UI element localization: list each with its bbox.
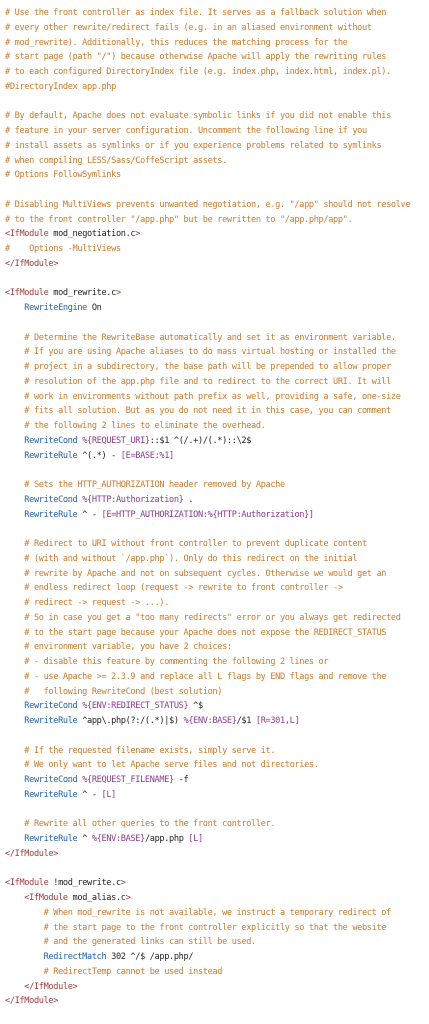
code-flag: [L] — [188, 834, 203, 844]
code-comment: # resolution of the app.php file and to redirect to the correct URI. It will — [24, 376, 391, 387]
code-comment: # When mod_rewrite is not available, we instruct a temporary redirect of — [43, 907, 391, 918]
code-tag: </IfModule> — [5, 848, 59, 859]
code-line — [5, 286, 427, 301]
code-directive: RewriteCond — [24, 494, 78, 505]
code-text — [5, 716, 24, 726]
code-comment: # By default, Apache does not evaluate symbolic links if you did not enable this — [5, 111, 391, 122]
code-line — [5, 803, 427, 818]
code-text — [5, 760, 24, 770]
code-line — [5, 965, 427, 980]
code-text — [5, 672, 24, 682]
code-text: !mod_rewrite.c — [48, 878, 121, 889]
code-line — [5, 463, 427, 478]
code-directive: RewriteRule — [24, 450, 78, 461]
code-line — [5, 994, 427, 1009]
code-comment: # - disable this feature by commenting the following 2 lines or — [24, 657, 329, 667]
code-text — [5, 598, 24, 608]
code-text — [5, 834, 24, 844]
code-text — [5, 436, 24, 446]
code-text: ^(.*) - — [77, 450, 121, 461]
code-line — [5, 6, 427, 21]
code-text — [5, 406, 24, 416]
code-flag: [L] — [101, 789, 116, 800]
code-text: ^ - — [77, 789, 102, 800]
code-directive: RewriteEngine — [24, 303, 88, 313]
code-line — [5, 390, 427, 405]
code-line — [5, 685, 427, 700]
code-comment: # rewrite by Apache and not on subsequent cycles. Otherwise we would get an — [24, 568, 387, 579]
code-text — [5, 347, 24, 357]
code-text: ^ — [77, 834, 92, 844]
code-comment: #DirectoryIndex app.php — [5, 81, 116, 92]
code-line — [5, 537, 427, 552]
code-comment: # environment variable, you have 2 choices: — [24, 642, 232, 653]
code-line — [5, 124, 427, 139]
code-line — [5, 154, 427, 169]
code-text: . — [183, 494, 194, 505]
code-comment: # Options FollowSymlinks — [5, 170, 121, 181]
code-text — [5, 510, 24, 520]
code-text — [5, 333, 24, 343]
code-text — [5, 923, 44, 933]
code-tag: > — [125, 893, 131, 903]
code-line — [5, 817, 427, 832]
code-comment: # (with and without `/app.php`). Only do this redirect on the initial — [24, 553, 358, 564]
code-comment: # If you are using Apache aliases to do mass virtual hosting or installed the — [24, 347, 396, 358]
code-directive: RewriteRule — [24, 834, 78, 844]
code-line — [5, 449, 427, 464]
code-comment: # every other rewrite/redirect fails (e.g. in an aliased environment without — [5, 22, 372, 33]
code-line — [5, 375, 427, 390]
code-text — [5, 583, 24, 593]
code-comment: # mod_rewrite). Additionally, this reduces the matching process for the — [5, 37, 348, 48]
code-line — [5, 921, 427, 936]
code-comment: # If the requested filename exists, simply serve it. — [24, 745, 276, 756]
code-directive: RewriteCond — [24, 775, 78, 785]
code-tag: <IfModule — [5, 878, 49, 889]
code-text — [5, 451, 24, 461]
code-line — [5, 50, 427, 65]
code-text: /app.php — [144, 834, 189, 844]
code-text — [5, 819, 24, 829]
code-line — [5, 227, 427, 242]
code-line — [5, 21, 427, 36]
code-line — [5, 478, 427, 493]
code-comment: # Rewrite all other queries to the front controller. — [24, 819, 276, 830]
code-line — [5, 832, 427, 847]
code-line — [5, 316, 427, 331]
code-text — [5, 569, 24, 579]
code-line — [5, 213, 427, 228]
code-comment: # the following 2 lines to eliminate the overhead. — [24, 421, 266, 431]
code-tag: <IfModule — [24, 893, 68, 903]
code-text: ^$ — [188, 701, 203, 712]
code-comment: # install assets as symlinks or if you experience problems related to symlinks — [5, 140, 382, 151]
code-text — [5, 775, 24, 785]
code-tag: > — [120, 878, 126, 889]
code-flag: [R=301,L] — [255, 716, 300, 726]
code-text: 302 ^/$ /app.php/ — [106, 952, 194, 962]
code-text: -f — [173, 775, 189, 785]
code-text — [5, 628, 24, 638]
code-comment: # to the start page because your Apache does not expose the REDIRECT_STATUS — [24, 627, 387, 638]
code-line — [5, 301, 427, 316]
code-variable: %{REQUEST_URI} — [82, 435, 150, 446]
code-comment: # Determine the RewriteBase automatically and set it as environment variable. — [24, 332, 396, 343]
code-comment: # redirect -> request -> ...). — [24, 598, 170, 608]
code-line — [5, 360, 427, 375]
code-text — [5, 893, 24, 903]
code-variable: %{ENV:BASE} — [183, 716, 237, 726]
code-comment: # Options -MultiViews — [5, 244, 121, 254]
code-comment: # to the front controller "/app.php" but be rewritten to "/app.php/app". — [5, 214, 353, 225]
code-line — [5, 36, 427, 51]
code-variable: %{ENV:BASE} — [91, 834, 145, 844]
code-line — [5, 891, 427, 906]
code-text — [5, 377, 24, 387]
code-tag: </IfModule> — [5, 258, 59, 269]
code-line — [5, 493, 427, 508]
code-variable: %{REQUEST_FILENAME} — [82, 775, 174, 785]
code-tag: </IfModule> — [5, 996, 59, 1007]
code-line — [5, 773, 427, 788]
code-line — [5, 581, 427, 596]
code-comment: # start page (path "/") because otherwise Apache will apply the rewriting rules — [5, 52, 387, 63]
code-line — [5, 655, 427, 670]
code-tag: <IfModule — [5, 229, 49, 240]
code-text: /$1 — [236, 716, 256, 726]
code-tag: > — [135, 229, 141, 240]
code-comment: # fits all solution. But as you do not need it in this case, you can comment — [24, 406, 391, 417]
code-line — [5, 862, 427, 877]
code-text — [5, 495, 24, 505]
code-line — [5, 847, 427, 862]
code-text — [5, 790, 24, 800]
code-comment: # Disabling MultiViews prevents unwanted negotiation, e.g. "/app" should not resolve — [5, 199, 411, 210]
code-text: ^ - — [77, 509, 102, 520]
code-text — [5, 687, 24, 697]
code-line — [5, 272, 427, 287]
code-comment: # Sets the HTTP_AUTHORIZATION header removed by Apache — [24, 480, 285, 490]
code-text — [5, 967, 44, 977]
code-line — [5, 198, 427, 213]
code-comment: # work in environments without path prefix as well, providing a safe, one-size — [24, 391, 401, 402]
code-text — [5, 539, 24, 549]
code-line — [5, 508, 427, 523]
code-line — [5, 434, 427, 449]
code-line — [5, 980, 427, 995]
code-line — [5, 168, 427, 183]
code-comment: # and the generated links can still be used. — [43, 937, 256, 948]
code-line — [5, 876, 427, 891]
code-line — [5, 714, 427, 729]
code-text — [5, 362, 24, 372]
code-text — [5, 952, 44, 962]
code-text — [5, 908, 44, 918]
code-directive: RewriteCond — [24, 435, 78, 446]
code-line — [5, 729, 427, 744]
code-flag: [E=HTTP_AUTHORIZATION:%{HTTP:Authorization}] — [101, 509, 314, 520]
code-line — [5, 80, 427, 95]
code-directive: RedirectMatch — [43, 952, 107, 962]
code-flag: [E=BASE:%1] — [120, 450, 174, 461]
code-directive: RewriteCond — [24, 701, 78, 712]
code-line — [5, 139, 427, 154]
code-line — [5, 788, 427, 803]
code-text — [5, 937, 44, 947]
code-text: mod_alias.c — [67, 893, 126, 903]
code-view — [5, 6, 427, 1009]
code-text: mod_rewrite.c — [48, 288, 116, 299]
code-line — [5, 758, 427, 773]
code-variable: %{HTTP:Authorization} — [82, 494, 184, 505]
code-line — [5, 626, 427, 641]
code-line — [5, 906, 427, 921]
code-line — [5, 95, 427, 110]
code-line — [5, 109, 427, 124]
code-line — [5, 404, 427, 419]
code-line — [5, 670, 427, 685]
code-comment: # the start page to the front controller explicitly so that the website — [43, 922, 387, 933]
code-line — [5, 596, 427, 611]
code-line — [5, 257, 427, 272]
code-comment: # Redirect to URI without front controller to prevent duplicate content — [24, 539, 367, 549]
code-text — [5, 303, 24, 313]
code-line — [5, 331, 427, 346]
code-line — [5, 183, 427, 198]
code-directive: RewriteRule — [24, 789, 78, 800]
code-text: ::$1 ^(/.+)/(.*)::\2$ — [149, 435, 252, 446]
code-text — [5, 392, 24, 402]
code-text — [5, 480, 24, 490]
code-line — [5, 611, 427, 626]
code-line — [5, 744, 427, 759]
code-comment: # endless redirect loop (request -> rewrite to front controller -> — [24, 583, 343, 594]
code-text: On — [87, 303, 102, 313]
code-comment: # RedirectTemp cannot be used instead — [43, 966, 223, 977]
code-comment: # project in a subdirectory, the base path will be prepended to allow proper — [24, 362, 391, 372]
code-comment: # following RewriteCond (best solution) — [24, 686, 223, 697]
code-comment: # Use the front controller as index file. It serves as a fallback solution when — [5, 8, 387, 18]
code-comment: # to each configured DirectoryIndex file (e.g. index.php, index.html, index.pl). — [5, 67, 391, 77]
code-text — [5, 554, 24, 564]
code-text — [5, 982, 24, 992]
code-directive: RewriteRule — [24, 716, 78, 726]
code-line — [5, 935, 427, 950]
code-text — [5, 613, 24, 623]
code-comment: # We only want to let Apache serve files and not directories. — [24, 760, 319, 771]
code-line — [5, 65, 427, 80]
code-line — [5, 699, 427, 714]
code-line — [5, 950, 427, 965]
code-comment: # - use Apache >= 2.3.9 and replace all L flags by END flags and remove the — [24, 671, 387, 682]
code-line — [5, 522, 427, 537]
code-tag: > — [115, 288, 121, 299]
code-text: mod_negotiation.c — [48, 229, 136, 240]
code-text — [5, 657, 24, 667]
code-tag: </IfModule> — [24, 981, 78, 992]
code-comment: # feature in your server configuration. Uncomment the following line if you — [5, 126, 367, 136]
code-line — [5, 419, 427, 434]
code-comment: # when compiling LESS/Sass/CoffeScript assets. — [5, 155, 227, 166]
code-text: ^app\.php(?:/(.*)|$) — [77, 716, 184, 726]
code-line — [5, 345, 427, 360]
code-line — [5, 242, 427, 257]
code-text — [5, 642, 24, 652]
code-directive: RewriteRule — [24, 509, 78, 520]
code-variable: %{ENV:REDIRECT_STATUS} — [82, 701, 189, 712]
code-text — [5, 421, 24, 431]
code-line — [5, 640, 427, 655]
code-line — [5, 567, 427, 582]
code-comment: # So in case you get a "too many redirects" error or you always get redirected — [24, 612, 401, 623]
code-line — [5, 552, 427, 567]
code-text — [5, 701, 24, 711]
code-text — [5, 746, 24, 756]
code-tag: <IfModule — [5, 288, 49, 299]
